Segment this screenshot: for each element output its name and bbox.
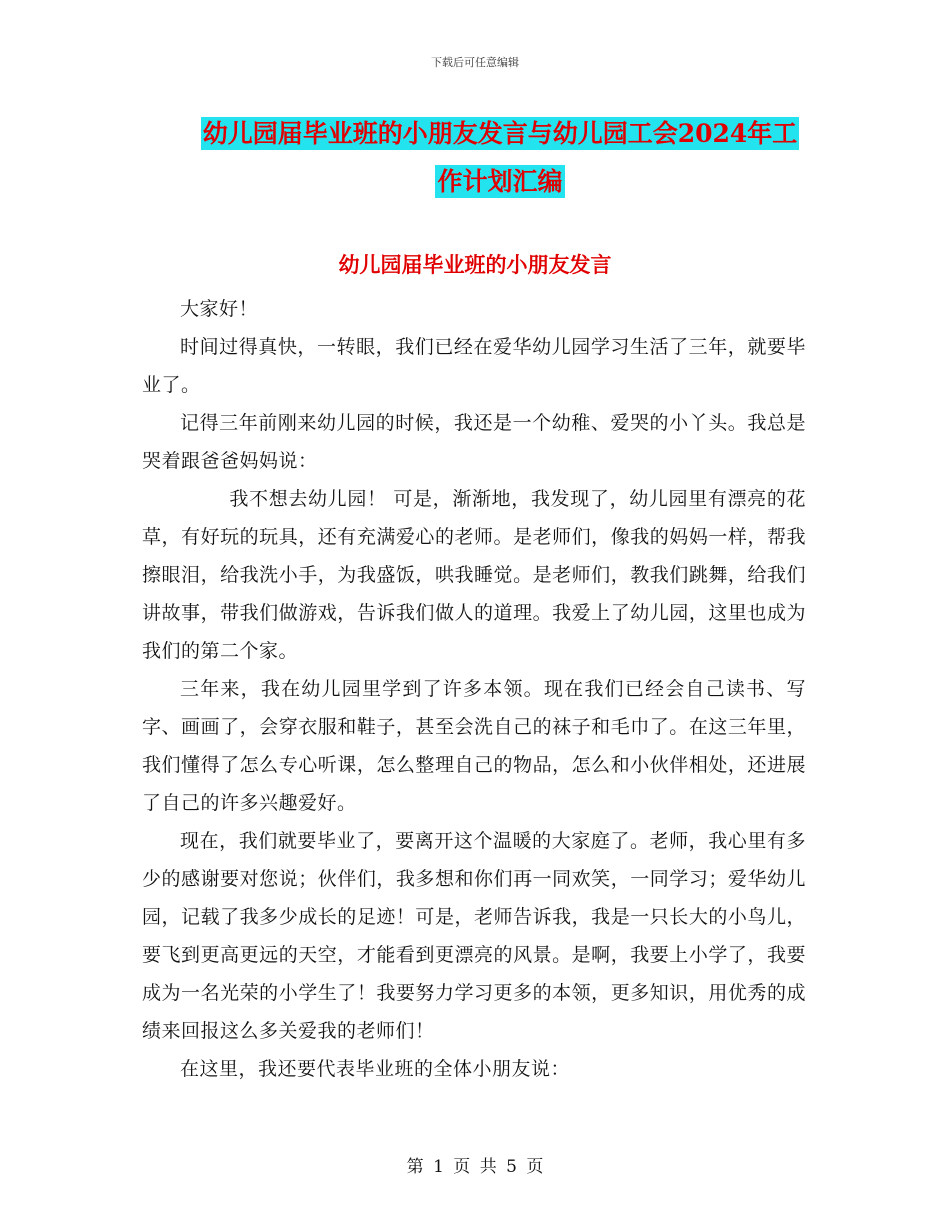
paragraph: 现在，我们就要毕业了，要离开这个温暖的大家庭了。老师，我心里有多少的感谢要对您说；伙伴们，我多想和你们再一同欢笑，一同学习；爱华幼儿园，记载了我多少成长的足迹！可是，老师告诉我，我是一只长大的小鸟儿，要飞到更高更远的天空，才能看到更漂亮的风景。是啊，我要上小学了，我要成为一名光荣的小学生了！我要努力学习更多的本领，更多知识，用优秀的成绩来回报这么多关爱我的老师们！ [142,830,806,1042]
body-text [142,290,806,1088]
paragraph: 三年来，我在幼儿园里学到了许多本领。现在我们已经会自己读书、写字、画画了，会穿衣服和鞋子，甚至会洗自己的袜子和毛巾了。在这三年里，我们懂得了怎么专心听课，怎么整理自己的物品，怎么和小伙伴相处，还进展了自己的许多兴趣爱好。 [142,678,806,814]
section-title: 幼儿园届毕业班的小朋友发言 [338,252,612,277]
paragraph: 时间过得真快，一转眼，我们已经在爱华幼儿园学习生活了三年，就要毕业了。 [142,336,806,396]
paragraph-greeting: 大家好！ [180,298,259,320]
document-title [140,110,860,206]
document-title-line-2: 作计划汇编 [437,167,563,196]
document-title-line-1: 幼儿园届毕业班的小朋友发言与幼儿园工会2024年工 [202,119,798,148]
paragraph: 我不想去幼儿园！ 可是，渐渐地，我发现了，幼儿园里有漂亮的花草，有好玩的玩具，还有充满爱心的老师。是老师们，像我的妈妈一样，帮我擦眼泪，给我洗小手，为我盛饭，哄我睡觉。是老师们，教我们跳舞，给我们讲故事，带我们做游戏，告诉我们做人的道理。我爱上了幼儿园，这里也成为我们的第二个家。 [142,488,806,662]
page-number-footer: 第 1 页 共 5 页 [406,1157,544,1177]
paragraph: 记得三年前刚来幼儿园的时候，我还是一个幼稚、爱哭的小丫头。我总是哭着跟爸爸妈妈说： [142,412,806,472]
paragraph: 在这里，我还要代表毕业班的全体小朋友说： [180,1058,571,1080]
header-note: 下载后可任意编辑 [431,56,519,69]
